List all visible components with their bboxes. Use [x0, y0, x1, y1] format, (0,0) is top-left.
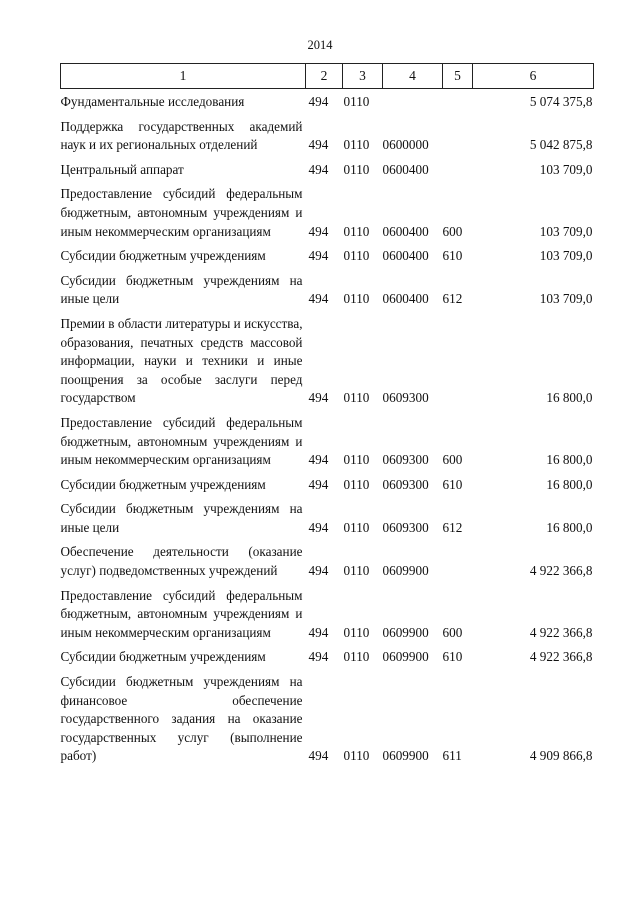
row-name: Субсидии бюджетным учреждениям на иные цели	[60, 272, 303, 307]
row-name: Предоставление субсидий федеральным бюджетным, автономным учреждениям и иным некоммерческим организациям	[60, 587, 303, 640]
row-section-code: 0110	[343, 476, 370, 492]
table-row	[61, 587, 594, 649]
row-expense-code: 600	[442, 223, 463, 239]
table-row	[61, 315, 594, 414]
row-grbs-code: 494	[308, 519, 329, 535]
row-amount: 5 042 875,8	[529, 137, 593, 153]
table-row	[61, 89, 594, 118]
row-target-code: 0600400	[382, 248, 429, 264]
row-target-code: 0609300	[382, 452, 429, 468]
row-amount: 4 922 366,8	[529, 563, 593, 579]
table-row	[61, 247, 594, 272]
row-section-code: 0110	[343, 137, 370, 153]
row-section-code: 0110	[343, 748, 370, 764]
row-expense-code	[443, 543, 473, 586]
row-name: Субсидии бюджетным учреждениям на иные цели	[60, 501, 303, 535]
row-expense-code: 610	[442, 476, 463, 492]
row-amount: 103 709,0	[539, 223, 593, 239]
table-row	[61, 118, 594, 161]
budget-table	[60, 63, 594, 772]
row-name: Поддержка государственных академий наук и их региональных отделений	[60, 118, 303, 153]
row-amount: 16 800,0	[546, 476, 593, 492]
row-section-code: 0110	[343, 649, 370, 665]
row-name: Премии в области литературы и искусства, образования, печатных средств массовой информации, науки и техники и иные поощрения за особые заслуги перед государством	[60, 315, 303, 406]
row-expense-code	[443, 315, 473, 414]
row-expense-code: 610	[442, 248, 463, 264]
header-col-5: 5	[443, 64, 473, 89]
row-name: Предоставление субсидий федеральным бюджетным, автономным учреждениям и иным некоммерческим организациям	[60, 186, 303, 239]
row-amount: 103 709,0	[539, 291, 593, 307]
row-amount: 5 074 375,8	[529, 94, 593, 109]
row-grbs-code: 494	[308, 248, 329, 264]
row-grbs-code: 494	[308, 137, 329, 153]
row-section-code: 0110	[343, 519, 370, 535]
row-target-code	[383, 89, 443, 118]
row-expense-code: 600	[442, 624, 463, 640]
row-amount: 103 709,0	[539, 248, 593, 264]
table-row	[61, 648, 594, 673]
row-grbs-code: 494	[308, 223, 329, 239]
row-section-code: 0110	[343, 452, 370, 468]
row-section-code: 0110	[343, 223, 370, 239]
row-section-code: 0110	[343, 161, 370, 177]
table-row	[61, 414, 594, 476]
row-amount: 16 800,0	[546, 519, 593, 535]
table-body	[61, 89, 594, 773]
row-target-code: 0609900	[382, 624, 429, 640]
row-amount: 4 922 366,8	[529, 624, 593, 640]
row-grbs-code: 494	[308, 476, 329, 492]
row-target-code: 0609900	[382, 563, 429, 579]
row-expense-code: 611	[442, 748, 462, 764]
row-section-code: 0110	[343, 390, 370, 406]
row-name: Предоставление субсидий федеральным бюджетным, автономным учреждениям и иным некоммерческим организациям	[60, 414, 303, 468]
row-target-code: 0600400	[382, 161, 429, 177]
page-number: 2014	[307, 38, 333, 52]
row-section-code: 0110	[343, 248, 370, 264]
row-name: Обеспечение деятельности (оказание услуг) подведомственных учреждений	[60, 544, 303, 579]
row-target-code: 0609300	[382, 519, 429, 535]
row-section-code: 0110	[343, 624, 370, 640]
row-grbs-code: 494	[308, 390, 329, 406]
row-target-code: 0600400	[382, 291, 429, 307]
table-row	[61, 476, 594, 501]
row-section-code: 0110	[343, 291, 370, 307]
row-grbs-code: 494	[308, 624, 329, 640]
row-amount: 16 800,0	[546, 452, 593, 468]
row-section-code: 0110	[343, 563, 370, 579]
table-row	[61, 185, 594, 247]
row-grbs-code: 494	[308, 161, 329, 177]
header-row	[61, 64, 594, 89]
row-grbs-code: 494	[308, 649, 329, 665]
row-target-code: 0609900	[382, 748, 429, 764]
row-grbs-code: 494	[308, 563, 329, 579]
table-row	[61, 500, 594, 543]
row-amount: 16 800,0	[546, 390, 593, 406]
row-name: Субсидии бюджетным учреждениям	[60, 476, 266, 492]
row-name: Фундаментальные исследования	[60, 94, 245, 109]
row-expense-code: 612	[442, 519, 463, 535]
header-col-2: 2	[306, 64, 343, 89]
row-amount: 103 709,0	[539, 161, 593, 177]
row-target-code: 0609300	[382, 476, 429, 492]
table-row	[61, 543, 594, 586]
row-grbs-code: 494	[308, 94, 329, 109]
row-target-code: 0609300	[382, 390, 429, 406]
table-row	[61, 161, 594, 186]
row-name: Субсидии бюджетным учреждениям на финансовое обеспечение государственного задания на оказание государственных услуг (выполнение работ)	[60, 674, 303, 764]
row-expense-code: 612	[442, 291, 463, 307]
row-target-code: 0600000	[382, 137, 429, 153]
table-row	[61, 272, 594, 315]
row-amount: 4 922 366,8	[529, 649, 593, 665]
row-grbs-code: 494	[308, 748, 329, 764]
header-col-6: 6	[473, 64, 594, 89]
row-expense-code	[443, 161, 473, 186]
header-col-4: 4	[383, 64, 443, 89]
header-col-3: 3	[343, 64, 383, 89]
row-name: Центральный аппарат	[60, 161, 184, 177]
row-expense-code	[443, 118, 473, 161]
row-expense-code	[443, 89, 473, 118]
row-name: Субсидии бюджетным учреждениям	[60, 248, 266, 264]
header-col-1: 1	[61, 64, 306, 89]
row-section-code: 0110	[343, 94, 370, 109]
table-row	[61, 673, 594, 772]
row-expense-code: 600	[442, 452, 463, 468]
table-header	[61, 64, 594, 89]
row-amount: 4 909 866,8	[529, 748, 593, 764]
row-grbs-code: 494	[308, 291, 329, 307]
row-name: Субсидии бюджетным учреждениям	[60, 649, 266, 665]
row-target-code: 0600400	[382, 223, 429, 239]
row-target-code: 0609900	[382, 649, 429, 665]
row-expense-code: 610	[442, 649, 463, 665]
row-grbs-code: 494	[308, 452, 329, 468]
